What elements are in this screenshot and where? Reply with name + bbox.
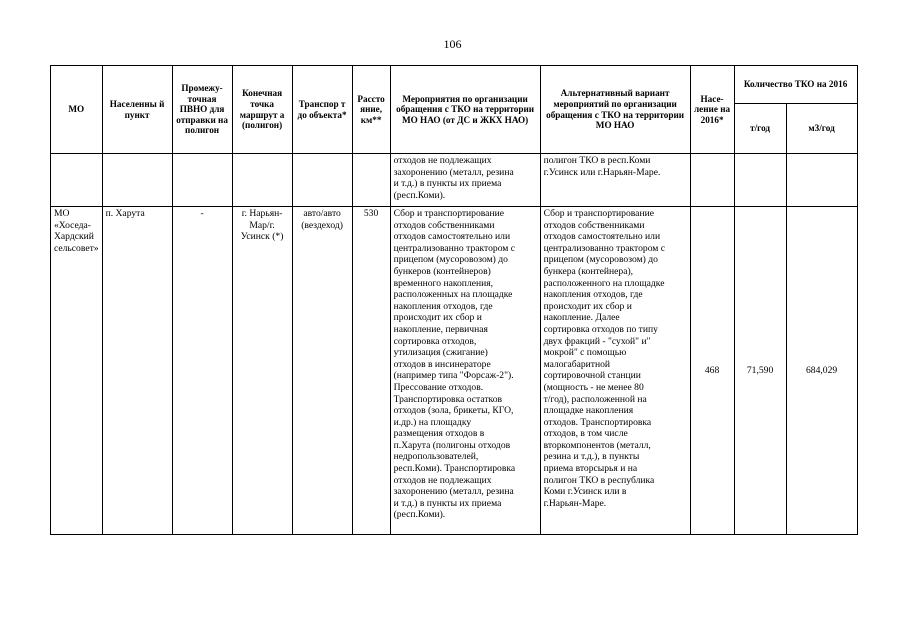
cell-empty bbox=[232, 154, 292, 207]
cell-endpoint: г. Нарьян-Мар/г. Усинск (*) bbox=[232, 207, 292, 535]
waste-management-table bbox=[50, 65, 858, 535]
cell-distance: 530 bbox=[352, 207, 390, 535]
cell-empty bbox=[786, 154, 857, 207]
cell-empty bbox=[352, 154, 390, 207]
cell-empty bbox=[51, 154, 103, 207]
header-intermediate: Промежу-точная ПВНО для отправки на полигон bbox=[172, 66, 232, 154]
cell-empty bbox=[102, 154, 172, 207]
header-measures: Мероприятия по организации обращения с ТКО на территории МО НАО (от ДС и ЖКХ НАО) bbox=[390, 66, 540, 154]
cell-m3: 684,029 bbox=[786, 207, 857, 535]
cell-empty bbox=[734, 154, 786, 207]
header-endpoint: Конечная точка маршрут а (полигон) bbox=[232, 66, 292, 154]
cell-measures-continued: отходов не подлежащих захоронению (металл, резина и т.д.) в пункты их приема (респ.Коми). bbox=[390, 154, 540, 207]
cell-intermediate: - bbox=[172, 207, 232, 535]
header-mo: МО bbox=[51, 66, 103, 154]
table-row bbox=[51, 207, 858, 535]
cell-tons: 71,590 bbox=[734, 207, 786, 535]
header-alternative: Альтернативный вариант мероприятий по организации обращения с ТКО на территории МО НАО bbox=[540, 66, 690, 154]
cell-empty bbox=[690, 154, 734, 207]
header-distance: Рассто яние, км** bbox=[352, 66, 390, 154]
cell-alternative: Сбор и транспортирование отходов собственниками отходов самостоятельно или централизованно трактором с прицепом (мусоровозом) до бункера (контейнера), расположенного на площадке накопления отходов, где происходит их сбор и накопление. Далее сортировка отходов по типу двух фракций - "сухой" и" мокрой" с помощью малогабаритной сортировочной станции (мощность - не менее 80 т/год), расположенной на площадке накопления отходов. Транспортировка отходов, в том числе вторкомпонентов (металл, резина и т.д.), в пункты приема вторсырья и на полигон ТКО в республика Коми г.Усинск или в г.Нарьян-Маре. bbox=[540, 207, 690, 535]
header-tons: т/год bbox=[734, 104, 786, 154]
cell-mo: МО «Хоседа-Хардский сельсовет» bbox=[51, 207, 103, 535]
cell-population: 468 bbox=[690, 207, 734, 535]
header-population: Насе-ление на 2016* bbox=[690, 66, 734, 154]
header-transport: Транспор т до объекта* bbox=[292, 66, 352, 154]
cell-settlement: п. Харута bbox=[102, 207, 172, 535]
table-row bbox=[51, 154, 858, 207]
cell-empty bbox=[292, 154, 352, 207]
cell-transport: авто/авто (вездеход) bbox=[292, 207, 352, 535]
header-settlement: Населенны й пункт bbox=[102, 66, 172, 154]
header-m3: м3/год bbox=[786, 104, 857, 154]
header-quantity: Количество ТКО на 2016 bbox=[734, 66, 857, 104]
cell-alternative-continued: полигон ТКО в респ.Коми г.Усинск или г.Нарьян-Маре. bbox=[540, 154, 690, 207]
page-number: 106 bbox=[443, 37, 462, 51]
cell-empty bbox=[172, 154, 232, 207]
cell-measures: Сбор и транспортирование отходов собственниками отходов самостоятельно или централизованно трактором с прицепом (мусоровозом) до бункеров (контейнеров) временного накопления, расположенных на площадке накопления отходов, где происходит их сбор и накопление, первичная сортировка отходов, утилизация (сжигание) отходов в инсинераторе (например типа "Форсаж-2"). Прессование отходов. Транспортировка остатков отходов (зола, брикеты, КГО, и.др.) на площадку размещения отходов в п.Харута (полигоны отходов недропользователей, респ.Коми). Транспортировка отходов не подлежащих захоронению (металл, резина и т.д.) в пункты их приема (респ.Коми). bbox=[390, 207, 540, 535]
